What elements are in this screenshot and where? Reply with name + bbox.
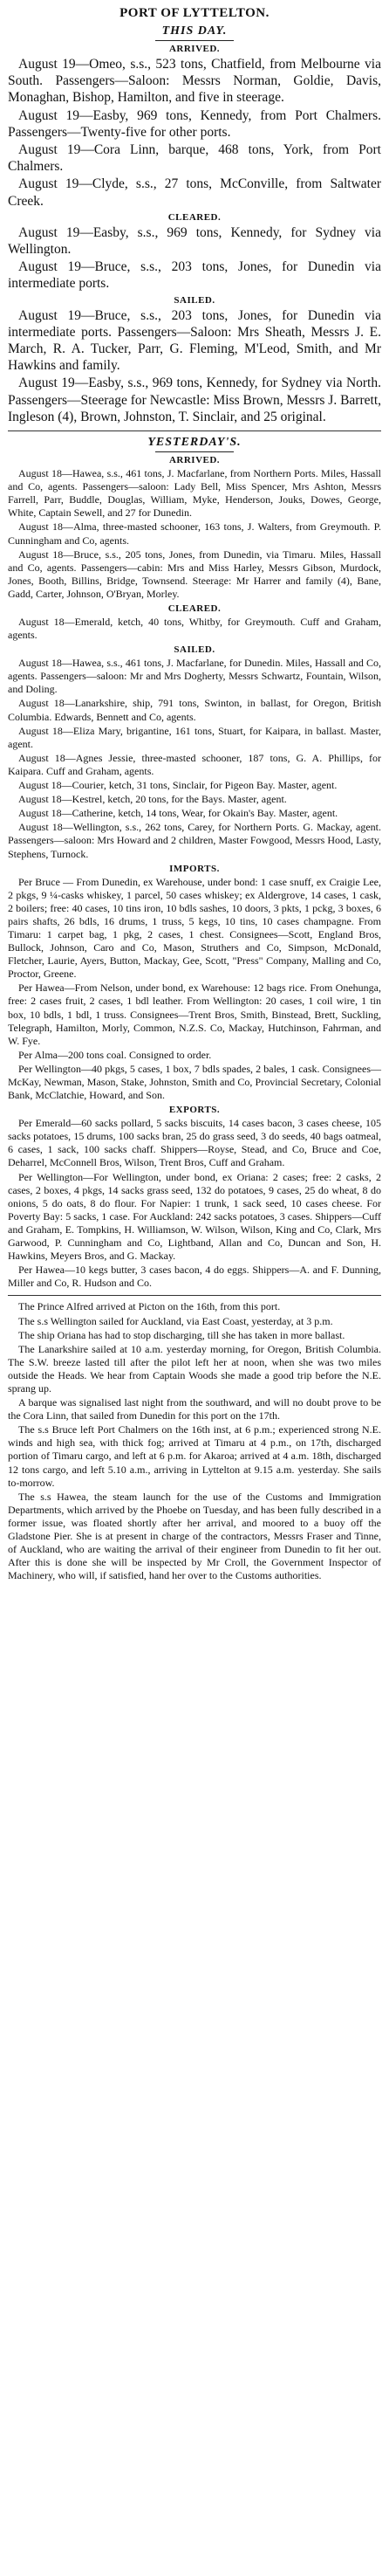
shipping-news-section <box>8 1300 381 1582</box>
arrival-entry: August 18—Alma, three-masted schooner, 163 tons, J. Walters, from Greymouth. P. Cunningham and Co, agents. <box>8 520 381 547</box>
import-entry: Per Alma—200 tons coal. Consigned to order. <box>18 1048 212 1061</box>
sailed-entry: August 19—Easby, s.s., 969 tons, Kennedy, for Sydney via North. Passengers—Steerage for Newcastle: Miss Brown, Messrs J. Barrett, Ingleson (4), Brown, Johnston, T. Sinclair, and 25 original. <box>8 375 381 424</box>
news-paragraph: The Prince Alfred arrived at Picton on the 16th, from this port. <box>18 1300 281 1313</box>
sailed-subheading: SAILED. <box>174 644 215 656</box>
arrival-entry: August 19—Omeo, s.s., 523 tons, Chatfield, from Melbourne via South. Passengers—Saloon: Messrs Norman, Goldie, Davis, Monaghan, Bishop, Hamilton, and five in steerage. <box>8 57 381 106</box>
yesterday-section <box>8 436 381 1290</box>
imports-subheading: IMPORTS. <box>169 863 220 874</box>
sailed-entry: August 18—Catherine, ketch, 14 tons, Wear, for Okain's Bay. Master, agent. <box>18 807 338 820</box>
news-paragraph: A barque was signalised last night from the southward, and will no doubt prove to be the Cora Linn, that sailed from Dunedin for this port on the 17th. <box>8 1396 381 1422</box>
sailed-entry: August 18—Wellington, s.s., 262 tons, Carey, for Northern Ports. G. Mackay, agent. Passengers—saloon: Mrs Howard and 2 children, Master Fowgood, Messrs Hood, Lasty, Stephens, Turnock. <box>8 821 381 860</box>
cleared-entry: August 18—Emerald, ketch, 40 tons, Whitby, for Greymouth. Cuff and Graham, agents. <box>8 616 381 642</box>
section-divider <box>8 1295 381 1296</box>
heading-rule <box>155 40 234 41</box>
import-entry: Per Wellington—40 pkgs, 5 cases, 1 box, 7 bdls spades, 2 bales, 1 cask. Consignees—McKay, Newman, Mason, Stake, Johnston, Smith and Co, Provincial Secretary, Colonial Bank, McClatchie, Howard, and Son. <box>8 1062 381 1102</box>
cleared-entry: August 19—Easby, s.s., 969 tons, Kennedy, for Sydney via Wellington. <box>8 224 381 258</box>
export-entry: Per Wellington—For Wellington, under bond, ex Oriana: 2 cases; free: 2 casks, 2 cases, 2 boxes, 4 pkgs, 14 sacks grass seed, 132 do potatoes, 9 cases, 25 do wheat, 8 do onions, 5 do oats, 8 do flour. For Napier: 1 trunk, 1 sack seed, 10 cases cheese. For Poverty Bay: 5 sacks, 1 case. For Auckland: 242 sacks potatoes, 3 cases. Shippers—Cuff and Graham, E. Tompkins, H. Williamson, W. Wilson, Wilson, King and Co, Clark, Mrs Garwood, P. Cunningham and Co, Lightband, Allan and Co, Duncan and Son, H. Hawkins, Meyers Bros, and G. Mackay. <box>8 1170 381 1263</box>
news-paragraph: The s.s Wellington sailed for Auckland, via East Coast, yesterday, at 3 p.m. <box>18 1314 333 1327</box>
arrival-entry: August 18—Hawea, s.s., 461 tons, J. Macfarlane, from Northern Ports. Miles, Hassall and Co, agents. Passengers—saloon: Lady Bell, Miss Spencer, Mrs Ashton, Messrs Farrell, Parr, Buddle, Douglas, William, Myke, Henderson, Jouks, Dowes, George, White, Captain Sewell, and 27 for Dunedin. <box>8 467 381 520</box>
cleared-subheading: CLEARED. <box>167 211 222 223</box>
news-paragraph: The ship Oriana has had to stop discharging, till she has taken in more ballast. <box>18 1328 345 1341</box>
arrival-entry: August 19—Cora Linn, barque, 468 tons, York, from Port Chalmers. <box>8 142 381 175</box>
masthead: PORT OF LYTTELTON. <box>119 6 270 20</box>
sailed-entry: August 18—Hawea, s.s., 461 tons, J. Macfarlane, for Dunedin. Miles, Hassall and Co, agents. Passengers—saloon: Mr and Mrs Dogherty, Messrs Schwartz, Fountain, Wilson, and Doling. <box>8 657 381 696</box>
sailed-entry: August 19—Bruce, s.s., 203 tons, Jones, for Dunedin via intermediate ports. Passengers—Saloon: Mrs Sheath, Messrs J. E. March, R. A. Tucker, Parr, G. Fleming, M'Leod, Smith, and Mr Hawkins and family. <box>8 307 381 374</box>
section-divider <box>8 430 381 431</box>
arrival-entry: August 19—Easby, 969 tons, Kennedy, from Port Chalmers. Passengers—Twenty-five for other ports. <box>8 107 381 140</box>
arrival-entry: August 18—Bruce, s.s., 205 tons, Jones, from Dunedin, via Timaru. Miles, Hassall and Co, agents. Passengers—cabin: Mrs and Miss Harley, Messrs Gibson, Murdock, Jones, Booth, Billins, Bridge, Townsend. Steerage: Mr Harrer and family (4), Bane, Gadd, Carter, Johnson, O'Bryan, Morley. <box>8 548 381 600</box>
sailed-entry: August 18—Agnes Jessie, three-masted schooner, 187 tons, G. A. Phillips, for Kaipara. Cuff and Graham, agents. <box>8 751 381 777</box>
arrival-entry: August 19—Clyde, s.s., 27 tons, McConville, from Saltwater Creek. <box>8 176 381 209</box>
news-paragraph: The Lanarkshire sailed at 10 a.m. yesterday morning, for Oregon, British Columbia. The S.W. breeze lasted till after the pilot left her at noon, when she was two miles outside the Heads. We hear from Captain Woods she made a good trip before the N.E. sprang up. <box>8 1342 381 1395</box>
sailed-entry: August 18—Courier, ketch, 31 tons, Sinclair, for Pigeon Bay. Master, agent. <box>18 779 338 792</box>
export-entry: Per Emerald—60 sacks pollard, 5 sacks biscuits, 14 cases bacon, 3 cases cheese, 105 sacks potatoes, 15 drums, 100 sacks bran, 25 do grass seed, 3 do seeds, 40 bags oatmeal, 6 cases, 1 sack, 100 sacks chaff. Shippers—Royse, Stead, and Co, Bruce and Coe, Deharrel, McConnell Bros, Wilson, Trent Bros, Cuff and Graham. <box>8 1117 381 1169</box>
arrived-subheading: ARRIVED. <box>168 455 221 466</box>
news-paragraph: The s.s Bruce left Port Chalmers on the 16th inst, at 6 p.m.; experienced strong N.E. winds and high sea, with thick fog; arrived at Timaru at 4 p.m., on 17th, discharged portion of Timaru cargo, and left at 6 p.m. for Akaroa; arrived at 4 a.m. 18th, discharged 12 tons cargo, and left 5.10 a.m., arriving in Lyttelton at 9.15 a.m. yesterday. She sails to-morrow. <box>8 1423 381 1489</box>
sailed-subheading: SAILED. <box>174 294 215 306</box>
import-entry: Per Hawea—From Nelson, under bond, ex Warehouse: 12 bags rice. From Onehunga, free: 2 cases fruit, 2 cases, 1 bdl leather. From Wellington: 20 cases, 1 coil wire, 1 tin box, 10 bdls, 1 bdl, 1 truss. Consignees—Trent Bros, Smith, Binstead, Brett, Suckling, Telegraph, Hamilton, Morly, Common, N.Z.S. Co, Mackay, Hutchinson, Fahrman, and W. Fye. <box>8 981 381 1047</box>
sailed-entry: August 18—Lanarkshire, ship, 791 tons, Swinton, in ballast, for Oregon, British Columbia. Edwards, Bennett and Co, agents. <box>8 697 381 723</box>
sailed-entry: August 18—Eliza Mary, brigantine, 161 tons, Stuart, for Kaipara, in ballast. Master, agent. <box>8 724 381 750</box>
exports-subheading: EXPORTS. <box>168 1105 221 1116</box>
arrived-subheading: ARRIVED. <box>168 44 221 54</box>
this-day-section <box>8 24 381 425</box>
import-entry: Per Bruce — From Dunedin, ex Warehouse, under bond: 1 case snuff, ex Craigie Lee, 2 pkgs, 9 ¼-casks whiskey, 1 parcel, 50 cases whiskey; ex Aldergrove, 14 cases, 1 cask, 2 boilers; free: 40 cases, 10 tins iron, 10 bdls sashes, 10 doors, 3 pkts, 1 pckg, 3 boxes, 6 pairs shafts, 26 bdls, 16 drums, 1 truss, 5 kegs, 10 tins, 10 cases champagne. From Timaru: 1 carpet bag, 1 pkg, 2 cases, 1 chest. Consignees—Scott, England Bros, Bullock, Johnson, Caro and Co, Mason, Struthers and Co, Simpson, McDonald, Fletcher, Laurie, Ayers, Button, Mackay, Gee, Scott, "Press" Company, Malling and Co, Proctor, Greene. <box>8 875 381 981</box>
cleared-entry: August 19—Bruce, s.s., 203 tons, Jones, for Dunedin via intermediate ports. <box>8 259 381 292</box>
sailed-entry: August 18—Kestrel, ketch, 20 tons, for the Bays. Master, agent. <box>18 793 287 806</box>
cleared-subheading: CLEARED. <box>167 603 222 614</box>
heading-rule <box>155 451 234 452</box>
this-day-heading: THIS DAY. <box>161 24 228 38</box>
export-entry: Per Hawea—10 kegs butter, 3 cases bacon, 4 do eggs. Shippers—A. and F. Dunning, Miller and Co, R. Hudson and Co. <box>8 1264 381 1290</box>
news-paragraph: The s.s Hawea, the steam launch for the use of the Customs and Immigration Departments, which arrived by the Phoebe on Tuesday, and has been fully described in a former issue, was floated shortly after her arrival, and moored to a buoy off the Gladstone Pier. She is at present in charge of the contractors, Messrs Fraser and Tinne, of Auckland, who are waiting the arrival of their engineer from Dunedin to fit her out. After this is done she will be inspected by Mr Croll, the Government Inspector of Machinery, who will, if satisfied, hand her over to the Customs authorities. <box>8 1490 381 1582</box>
yesterday-heading: YESTERDAY'S. <box>147 436 242 450</box>
